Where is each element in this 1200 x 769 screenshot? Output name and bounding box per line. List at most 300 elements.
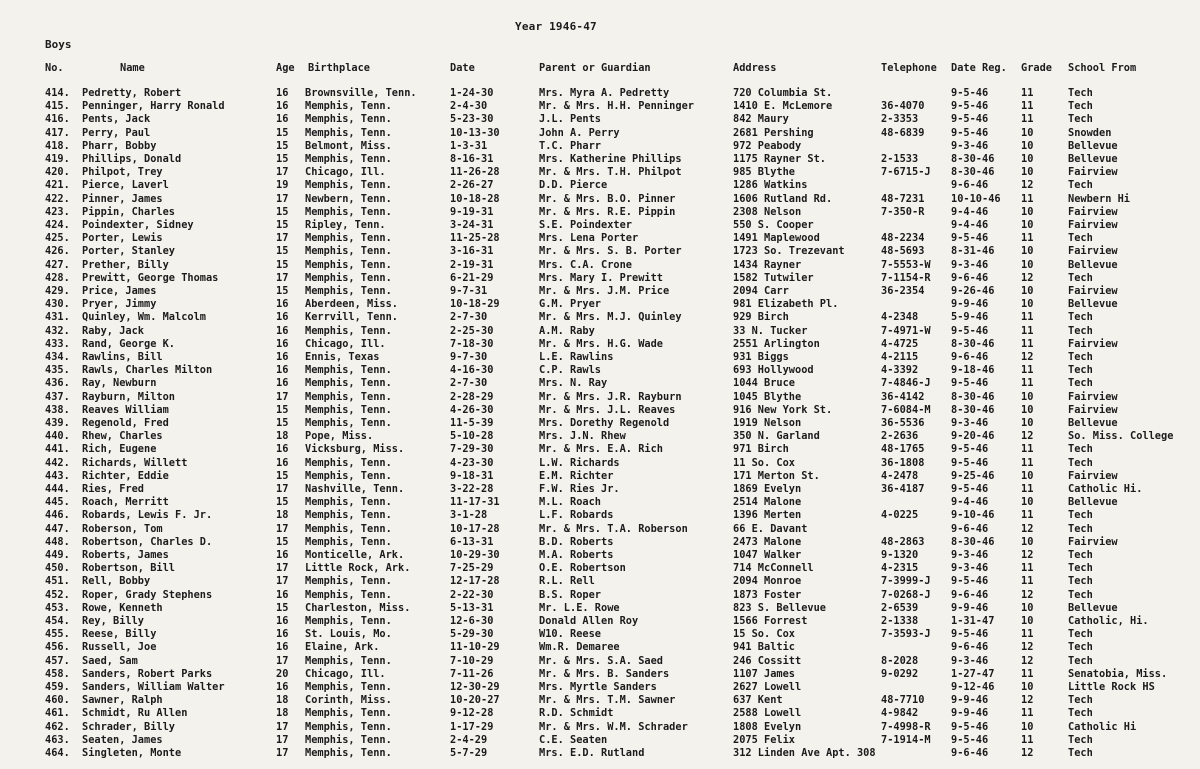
cell-name: Schrader, Billy: [82, 720, 175, 733]
cell-parent: F.W. Ries Jr.: [539, 483, 620, 495]
cell-age: 16: [276, 324, 289, 337]
cell-parent: Mrs. Mary I. Prewitt: [539, 271, 663, 284]
cell-telephone: 36-1808: [881, 456, 925, 469]
cell-address: 1491 Maplewood: [733, 232, 820, 245]
table-row: [0, 523, 1200, 536]
cell-telephone: 7-3593-J: [881, 628, 931, 641]
cell-age: 18: [276, 430, 289, 443]
cell-date-reg: 8-30-46: [951, 166, 995, 179]
cell-address: 971 Birch: [733, 443, 789, 456]
cell-birth-date: 11-10-29: [450, 641, 500, 654]
cell-address: 2681 Pershing: [733, 126, 814, 139]
cell-grade: 10: [1021, 681, 1034, 693]
cell-parent: M.A. Roberts: [539, 549, 614, 561]
cell-school-from: Tech: [1068, 100, 1093, 113]
cell-date-reg: 9-4-46: [951, 219, 989, 231]
cell-parent: Mrs. N. Ray: [539, 377, 608, 390]
cell-parent: Mr. & Mrs. T.A. Roberson: [539, 522, 688, 535]
cell-school-from: Bellevue: [1068, 258, 1118, 271]
cell-date-reg: 9-9-46: [951, 601, 989, 614]
cell-birth-date: 5-23-30: [450, 113, 494, 126]
cell-no: 456.: [45, 641, 70, 654]
cell-grade: 10: [1021, 403, 1034, 416]
cell-date-reg: 9-20-46: [951, 430, 995, 443]
cell-grade: 11: [1021, 456, 1034, 469]
cell-school-from: Little Rock HS: [1068, 681, 1155, 693]
cell-grade: 12: [1021, 641, 1034, 654]
cell-age: 18: [276, 707, 289, 720]
cell-address: 246 Cossitt: [733, 654, 802, 667]
cell-no: 426.: [45, 245, 70, 258]
cell-name: Prether, Billy: [82, 258, 169, 271]
cell-parent: L.E. Rawlins: [539, 351, 614, 363]
cell-telephone: 7-5553-W: [881, 258, 931, 271]
cell-age: 16: [276, 100, 289, 113]
cell-no: 432.: [45, 324, 70, 337]
cell-parent: C.E. Seaten: [539, 733, 608, 746]
cell-no: 454.: [45, 615, 70, 627]
table-row: [0, 549, 1200, 562]
cell-age: 16: [276, 615, 289, 627]
cell-parent: M.L. Roach: [539, 496, 601, 509]
cell-birth-date: 11-5-39: [450, 417, 494, 429]
cell-date-reg: 9-3-46: [951, 549, 989, 561]
cell-address: 1175 Rayner St.: [733, 153, 826, 165]
cell-no: 433.: [45, 337, 70, 350]
cell-parent: Mr. & Mrs. T.M. Sawner: [539, 694, 676, 707]
cell-school-from: Bellevue: [1068, 601, 1118, 614]
cell-birth-date: 5-29-30: [450, 628, 494, 641]
cell-parent: John A. Perry: [539, 126, 620, 139]
cell-birthplace: Memphis, Tenn.: [305, 456, 392, 469]
cell-birthplace: Elaine, Ark.: [305, 641, 380, 654]
cell-school-from: Fairview: [1068, 535, 1118, 548]
cell-address: 2514 Malone: [733, 496, 802, 509]
cell-age: 17: [276, 483, 289, 495]
cell-telephone: 2-6539: [881, 601, 919, 614]
cell-age: 16: [276, 456, 289, 469]
cell-school-from: Tech: [1068, 232, 1093, 245]
cell-school-from: Fairview: [1068, 205, 1118, 218]
cell-no: 453.: [45, 601, 70, 614]
table-row: [0, 193, 1200, 206]
cell-no: 420.: [45, 166, 70, 179]
cell-birthplace: Memphis, Tenn.: [305, 153, 392, 165]
cell-name: Pippin, Charles: [82, 205, 175, 218]
cell-birthplace: Memphis, Tenn.: [305, 258, 392, 271]
cell-address: 11 So. Cox: [733, 456, 795, 469]
cell-school-from: Tech: [1068, 456, 1093, 469]
cell-grade: 12: [1021, 747, 1034, 759]
cell-no: 416.: [45, 113, 70, 126]
cell-telephone: 2-1338: [881, 615, 919, 627]
cell-date-reg: 9-3-46: [951, 258, 989, 271]
cell-age: 16: [276, 628, 289, 641]
cell-date-reg: 9-6-46: [951, 588, 989, 601]
table-row: [0, 721, 1200, 734]
cell-no: 435.: [45, 364, 70, 377]
cell-birthplace: Memphis, Tenn.: [305, 720, 392, 733]
cell-name: Rell, Bobby: [82, 575, 151, 588]
cell-telephone: 48-6839: [881, 126, 925, 139]
cell-age: 15: [276, 535, 289, 548]
cell-age: 15: [276, 258, 289, 271]
table-row: [0, 87, 1200, 100]
cell-school-from: Tech: [1068, 628, 1093, 641]
cell-grade: 10: [1021, 390, 1034, 403]
cell-date-reg: 9-25-46: [951, 469, 995, 482]
cell-no: 462.: [45, 720, 70, 733]
cell-school-from: Bellevue: [1068, 298, 1118, 311]
cell-address: 693 Hollywood: [733, 364, 814, 377]
cell-date-reg: 10-10-46: [951, 192, 1001, 205]
cell-grade: 12: [1021, 694, 1034, 707]
cell-school-from: Fairview: [1068, 403, 1118, 416]
cell-name: Schmidt, Ru Allen: [82, 707, 188, 720]
cell-date-reg: 9-5-46: [951, 483, 989, 495]
cell-date-reg: 9-5-46: [951, 720, 989, 733]
cell-name: Robertson, Charles D.: [82, 535, 213, 548]
table-row: [0, 483, 1200, 496]
cell-address: 1107 James: [733, 667, 795, 680]
cell-name: Poindexter, Sidney: [82, 219, 194, 231]
cell-name: Ries, Fred: [82, 483, 144, 495]
cell-grade: 10: [1021, 219, 1034, 231]
cell-address: 2473 Malone: [733, 535, 802, 548]
cell-telephone: 8-2028: [881, 654, 919, 667]
cell-age: 16: [276, 87, 289, 99]
cell-name: Prewitt, George Thomas: [82, 271, 219, 284]
cell-grade: 10: [1021, 601, 1034, 614]
cell-address: 714 McConnell: [733, 562, 814, 575]
cell-date-reg: 8-30-46: [951, 337, 995, 350]
cell-name: Pinner, James: [82, 192, 163, 205]
cell-birth-date: 9-18-31: [450, 469, 494, 482]
table-row: [0, 457, 1200, 470]
cell-name: Perry, Paul: [82, 126, 151, 139]
header-school-from: School From: [1068, 62, 1137, 74]
cell-telephone: 4-2315: [881, 562, 919, 575]
cell-birthplace: Chicago, Ill.: [305, 667, 386, 680]
cell-age: 16: [276, 113, 289, 126]
cell-birthplace: Memphis, Tenn.: [305, 654, 392, 667]
cell-age: 15: [276, 219, 289, 231]
cell-birth-date: 10-13-30: [450, 126, 500, 139]
table-row: [0, 245, 1200, 258]
cell-date-reg: 9-6-46: [951, 522, 989, 535]
cell-date-reg: 9-3-46: [951, 654, 989, 667]
cell-name: Rawlins, Bill: [82, 351, 163, 363]
cell-parent: S.E. Poindexter: [539, 219, 632, 231]
cell-no: 449.: [45, 549, 70, 561]
cell-name: Robards, Lewis F. Jr.: [82, 509, 213, 522]
cell-school-from: Tech: [1068, 575, 1093, 588]
cell-age: 15: [276, 153, 289, 165]
cell-parent: Mrs. Myra A. Pedretty: [539, 87, 670, 99]
cell-grade: 10: [1021, 469, 1034, 482]
cell-name: Philpot, Trey: [82, 166, 163, 179]
table-row: [0, 351, 1200, 364]
cell-no: 418.: [45, 139, 70, 152]
cell-school-from: Tech: [1068, 179, 1093, 192]
cell-telephone: 4-0225: [881, 509, 919, 522]
cell-name: Pedretty, Robert: [82, 87, 182, 99]
cell-name: Roach, Merritt: [82, 496, 169, 509]
cell-date-reg: 9-6-46: [951, 271, 989, 284]
cell-grade: 10: [1021, 535, 1034, 548]
header-birthplace: Birthplace: [308, 62, 370, 74]
cell-no: 424.: [45, 219, 70, 231]
cell-birthplace: Memphis, Tenn.: [305, 324, 392, 337]
table-row: [0, 113, 1200, 126]
cell-birth-date: 2-22-30: [450, 588, 494, 601]
cell-telephone: 48-7710: [881, 694, 925, 707]
cell-grade: 10: [1021, 245, 1034, 258]
cell-age: 15: [276, 601, 289, 614]
cell-birth-date: 5-13-31: [450, 601, 494, 614]
cell-grade: 11: [1021, 311, 1034, 324]
cell-grade: 11: [1021, 509, 1034, 522]
cell-name: Pierce, Laverl: [82, 179, 169, 192]
cell-age: 15: [276, 245, 289, 258]
cell-name: Sanders, Robert Parks: [82, 667, 213, 680]
table-row: [0, 140, 1200, 153]
cell-no: 443.: [45, 469, 70, 482]
cell-grade: 12: [1021, 522, 1034, 535]
cell-name: Reese, Billy: [82, 628, 157, 641]
cell-birth-date: 7-18-30: [450, 337, 494, 350]
cell-parent: L.W. Richards: [539, 456, 620, 469]
cell-name: Russell, Joe: [82, 641, 157, 654]
cell-name: Saed, Sam: [82, 654, 138, 667]
cell-telephone: 7-4846-J: [881, 377, 931, 390]
table-row: [0, 509, 1200, 522]
cell-date-reg: 8-31-46: [951, 245, 995, 258]
cell-name: Rawls, Charles Milton: [82, 364, 213, 377]
cell-birthplace: Newbern, Tenn.: [305, 192, 392, 205]
cell-name: Rayburn, Milton: [82, 390, 175, 403]
cell-birth-date: 2-4-30: [450, 100, 488, 113]
cell-birthplace: Memphis, Tenn.: [305, 733, 392, 746]
cell-birth-date: 11-25-28: [450, 232, 500, 245]
cell-name: Porter, Stanley: [82, 245, 175, 258]
cell-age: 15: [276, 403, 289, 416]
cell-parent: Mr. & Mrs. S. B. Porter: [539, 245, 682, 258]
cell-telephone: 48-7231: [881, 192, 925, 205]
cell-parent: W10. Reese: [539, 628, 601, 641]
cell-parent: Mrs. Dorethy Regenold: [539, 417, 670, 429]
cell-birthplace: Brownsville, Tenn.: [305, 87, 417, 99]
cell-birth-date: 2-7-30: [450, 377, 488, 390]
cell-parent: Wm.R. Demaree: [539, 641, 620, 654]
cell-school-from: Bellevue: [1068, 153, 1118, 165]
cell-no: 441.: [45, 443, 70, 456]
cell-telephone: 2-2636: [881, 430, 919, 443]
cell-birthplace: Memphis, Tenn.: [305, 285, 392, 297]
cell-age: 17: [276, 720, 289, 733]
cell-birth-date: 2-26-27: [450, 179, 494, 192]
cell-grade: 11: [1021, 324, 1034, 337]
cell-no: 450.: [45, 562, 70, 575]
cell-parent: Mrs. Lena Porter: [539, 232, 639, 245]
cell-parent: Donald Allen Roy: [539, 615, 639, 627]
cell-parent: R.D. Schmidt: [539, 707, 614, 720]
cell-school-from: Tech: [1068, 694, 1093, 707]
cell-date-reg: 9-5-46: [951, 456, 989, 469]
cell-telephone: 2-1533: [881, 153, 919, 165]
cell-telephone: 4-2348: [881, 311, 919, 324]
cell-telephone: 36-4142: [881, 390, 925, 403]
cell-birthplace: Charleston, Miss.: [305, 601, 411, 614]
cell-parent: R.L. Rell: [539, 575, 595, 588]
table-row: [0, 325, 1200, 338]
cell-date-reg: 9-26-46: [951, 285, 995, 297]
cell-name: Robertson, Bill: [82, 562, 175, 575]
cell-birthplace: Memphis, Tenn.: [305, 390, 392, 403]
cell-birth-date: 7-10-29: [450, 654, 494, 667]
cell-birthplace: Pope, Miss.: [305, 430, 374, 443]
cell-school-from: Tech: [1068, 113, 1093, 126]
cell-date-reg: 5-9-46: [951, 311, 989, 324]
cell-birth-date: 2-25-30: [450, 324, 494, 337]
cell-birthplace: Memphis, Tenn.: [305, 403, 392, 416]
table-row: [0, 166, 1200, 179]
cell-no: 425.: [45, 232, 70, 245]
cell-no: 434.: [45, 351, 70, 363]
cell-grade: 10: [1021, 285, 1034, 297]
cell-parent: Mr. & Mrs. J.L. Reaves: [539, 403, 676, 416]
cell-school-from: Catholic, Hi.: [1068, 615, 1149, 627]
cell-school-from: Tech: [1068, 351, 1093, 363]
cell-birth-date: 12-30-29: [450, 681, 500, 693]
cell-no: 423.: [45, 205, 70, 218]
cell-date-reg: 9-5-46: [951, 113, 989, 126]
cell-date-reg: 9-5-46: [951, 443, 989, 456]
table-row: [0, 655, 1200, 668]
cell-age: 15: [276, 417, 289, 429]
cell-no: 415.: [45, 100, 70, 113]
cell-school-from: Tech: [1068, 443, 1093, 456]
cell-birthplace: Memphis, Tenn.: [305, 100, 392, 113]
cell-age: 15: [276, 139, 289, 152]
cell-birth-date: 3-1-28: [450, 509, 488, 522]
cell-name: Pents, Jack: [82, 113, 151, 126]
cell-no: 458.: [45, 667, 70, 680]
cell-date-reg: 8-30-46: [951, 390, 995, 403]
table-row: [0, 206, 1200, 219]
table-row: [0, 668, 1200, 681]
cell-parent: L.F. Robards: [539, 509, 614, 522]
table-header: [0, 62, 1200, 75]
cell-school-from: Tech: [1068, 311, 1093, 324]
cell-parent: O.E. Robertson: [539, 562, 626, 575]
cell-birthplace: St. Louis, Mo.: [305, 628, 392, 641]
cell-school-from: Fairview: [1068, 245, 1118, 258]
cell-date-reg: 9-18-46: [951, 364, 995, 377]
cell-school-from: Bellevue: [1068, 139, 1118, 152]
cell-parent: Mr. & Mrs. E.A. Rich: [539, 443, 663, 456]
table-row: [0, 338, 1200, 351]
cell-date-reg: 9-5-46: [951, 87, 989, 99]
cell-birth-date: 3-24-31: [450, 219, 494, 231]
cell-no: 429.: [45, 285, 70, 297]
cell-no: 460.: [45, 694, 70, 707]
cell-no: 440.: [45, 430, 70, 443]
cell-grade: 11: [1021, 628, 1034, 641]
cell-school-from: Tech: [1068, 549, 1093, 561]
cell-birthplace: Memphis, Tenn.: [305, 522, 392, 535]
cell-birthplace: Belmont, Miss.: [305, 139, 392, 152]
cell-birth-date: 2-7-30: [450, 311, 488, 324]
cell-grade: 11: [1021, 483, 1034, 495]
cell-age: 16: [276, 377, 289, 390]
cell-birth-date: 10-18-28: [450, 192, 500, 205]
cell-address: 931 Biggs: [733, 351, 789, 363]
cell-address: 1808 Evelyn: [733, 720, 802, 733]
cell-name: Regenold, Fred: [82, 417, 169, 429]
cell-parent: Mr. & Mrs. H.G. Wade: [539, 337, 663, 350]
cell-birth-date: 6-21-29: [450, 271, 494, 284]
cell-age: 16: [276, 443, 289, 456]
cell-address: 1434 Rayner: [733, 258, 802, 271]
section-label: Boys: [45, 38, 72, 51]
cell-age: 15: [276, 205, 289, 218]
cell-grade: 12: [1021, 271, 1034, 284]
cell-telephone: 48-1765: [881, 443, 925, 456]
cell-date-reg: 9-5-46: [951, 377, 989, 390]
cell-address: 1582 Tutwiler: [733, 271, 814, 284]
cell-parent: Mr. L.E. Rowe: [539, 601, 620, 614]
cell-grade: 10: [1021, 205, 1034, 218]
cell-age: 16: [276, 364, 289, 377]
cell-address: 1869 Evelyn: [733, 483, 802, 495]
cell-grade: 11: [1021, 443, 1034, 456]
cell-telephone: 36-2354: [881, 285, 925, 297]
cell-birthplace: Monticelle, Ark.: [305, 549, 405, 561]
cell-grade: 11: [1021, 337, 1034, 350]
header-grade: Grade: [1021, 62, 1052, 74]
cell-birthplace: Memphis, Tenn.: [305, 535, 392, 548]
cell-age: 18: [276, 509, 289, 522]
cell-name: Rhew, Charles: [82, 430, 163, 443]
cell-address: 1606 Rutland Rd.: [733, 192, 833, 205]
cell-grade: 11: [1021, 377, 1034, 390]
cell-telephone: 4-9842: [881, 707, 919, 720]
cell-name: Roper, Grady Stephens: [82, 588, 213, 601]
cell-parent: A.M. Raby: [539, 324, 595, 337]
cell-no: 427.: [45, 258, 70, 271]
cell-no: 438.: [45, 403, 70, 416]
cell-no: 464.: [45, 747, 70, 759]
cell-address: 2094 Carr: [733, 285, 789, 297]
table-row: [0, 602, 1200, 615]
cell-name: Price, James: [82, 285, 157, 297]
table-row: [0, 562, 1200, 575]
cell-no: 422.: [45, 192, 70, 205]
cell-no: 455.: [45, 628, 70, 641]
cell-birth-date: 5-10-28: [450, 430, 494, 443]
cell-no: 457.: [45, 654, 70, 667]
cell-address: 929 Birch: [733, 311, 789, 324]
cell-age: 19: [276, 179, 289, 192]
cell-address: 981 Elizabeth Pl.: [733, 298, 839, 311]
cell-birthplace: Memphis, Tenn.: [305, 232, 392, 245]
cell-school-from: Senatobia, Miss.: [1068, 667, 1168, 680]
cell-age: 15: [276, 285, 289, 297]
cell-birthplace: Chicago, Ill.: [305, 337, 386, 350]
cell-name: Sawner, Ralph: [82, 694, 163, 707]
cell-parent: Mr. & Mrs. S.A. Saed: [539, 654, 663, 667]
